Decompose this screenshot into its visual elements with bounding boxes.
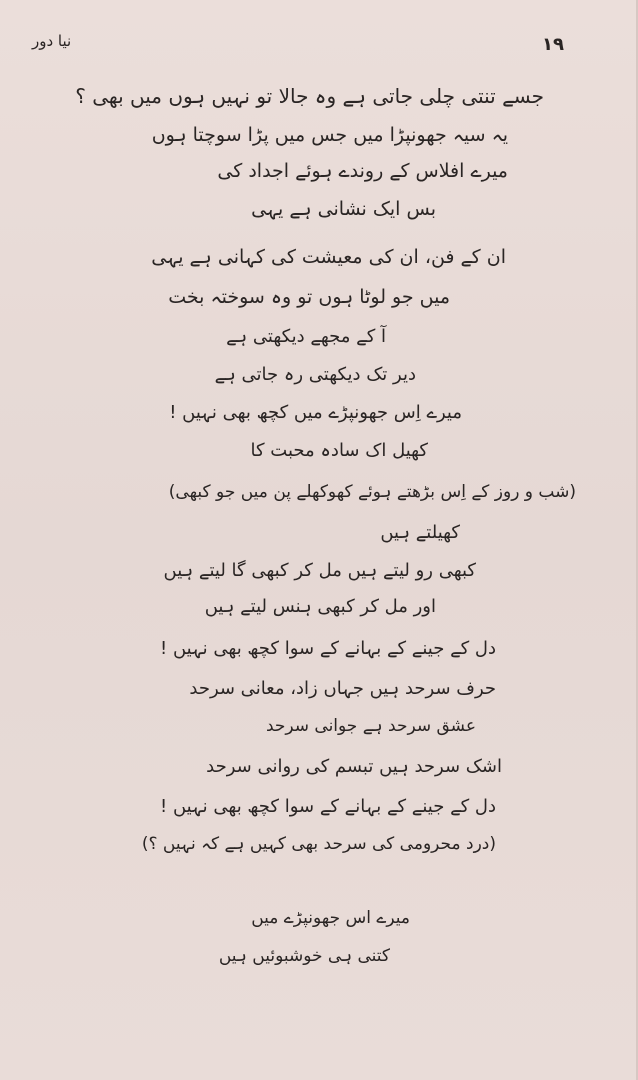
poem-line: اشک سرحد ہیں تبسم کی روانی سرحد [206, 756, 502, 777]
poem-line: یہ سیہ جھونپڑا میں جس میں پڑا سوچتا ہوں [151, 124, 508, 146]
poem-line: کبھی رو لیتے ہیں مل کر کبھی گا لیتے ہیں [163, 560, 476, 581]
poem-line: میرے اِس جھونپڑے میں کچھ بھی نہیں ! [169, 402, 462, 423]
poem-line: میں جو لوٹا ہوں تو وہ سوختہ بخت [168, 286, 450, 308]
poem-line: ان کے فن، ان کی معیشت کی کہانی ہے یہی [151, 246, 506, 268]
running-title: نیا دور [32, 32, 72, 50]
poem-line: میرے افلاس کے روندے ہوئے اجداد کی [217, 160, 508, 182]
poem-line: کھیل اک سادہ محبت کا [250, 440, 428, 461]
poem-line: عشق سرحد ہے جوانی سرحد [265, 716, 476, 736]
poem-line: آ کے مجھے دیکھتی ہے [226, 326, 386, 347]
poem-line: کھیلتے ہیں [380, 522, 460, 543]
poem-line: کتنی ہی خوشبوئیں ہیں [218, 946, 390, 966]
page-number: ۱۹ [542, 34, 564, 55]
poem-line: دل کے جینے کے بہانے کے سوا کچھ بھی نہیں ! [160, 796, 496, 817]
poem-line: دل کے جینے کے بہانے کے سوا کچھ بھی نہیں ! [160, 638, 496, 659]
poem-line: (درد محرومی کی سرحد بھی کہیں ہے کہ نہیں ؟) [141, 834, 496, 854]
poem-line: دیر تک دیکھتی رہ جاتی ہے [214, 364, 416, 385]
poem-line: (شب و روز کے اِس بڑھتے ہوئے کھوکھلے پن میں جو کبھی) [168, 482, 576, 502]
poem-line: میرے اس جھونپڑے میں [251, 908, 410, 928]
poem-line: اور مل کر کبھی ہنس لیتے ہیں [204, 596, 436, 617]
poem-line: جسے تنتی چلی جاتی ہے وہ جالا تو نہیں ہوں میں بھی ؟ [75, 84, 544, 108]
poem-line: حرف سرحد ہیں جہاں زاد، معانی سرحد [189, 678, 496, 699]
poem-line: بس ایک نشانی ہے یہی [251, 198, 436, 220]
